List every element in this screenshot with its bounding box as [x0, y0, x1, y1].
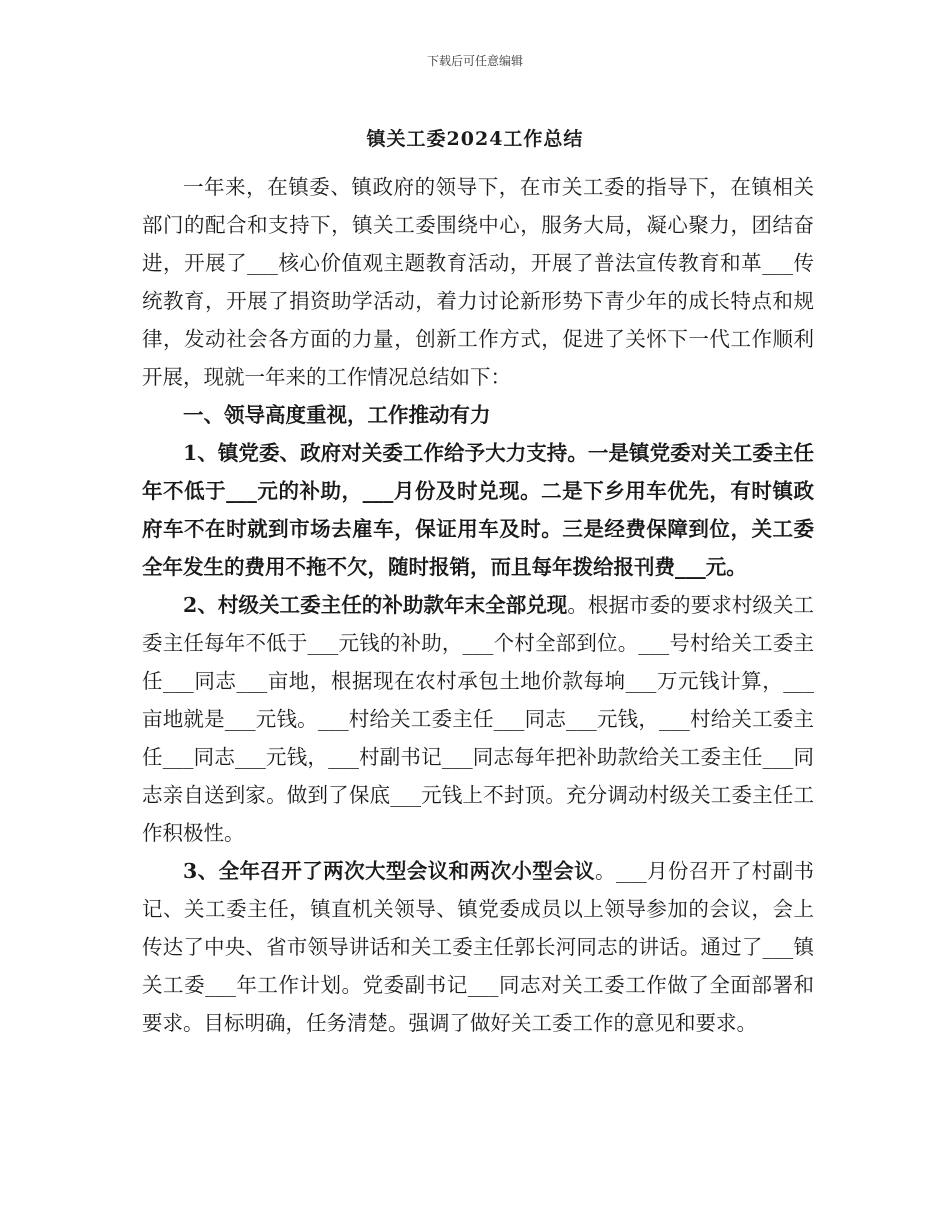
paragraph-3-lead: 3、全年召开了两次大型会议和两次小型会议 [183, 859, 596, 883]
paragraph-3 [142, 852, 814, 1042]
paragraph-2-lead: 2、村级关工委主任的补助款年末全部兑现 [183, 593, 568, 617]
paragraph-1: 1、镇党委、政府对关委工作给予大力支持。一是镇党委对关工委主任年不低于___元的补助，___月份及时兑现。二是下乡用车优先，有时镇政府车不在时就到市场去雇车，保证用车及时。三是经费保障到位，关工委全年发生的费用不拖不欠，随时报销，而且每年拨给报刊费___元。 [142, 441, 814, 579]
intro-paragraph: 一年来，在镇委、镇政府的领导下，在市关工委的指导下，在镇相关部门的配合和支持下，镇关工委围绕中心，服务大局，凝心聚力，团结奋进，开展了___核心价值观主题教育活动，开展了普法宣传教育和革___传统教育，开展了捐资助学活动，着力讨论新形势下青少年的成长特点和规律，发动社会各方面的力量，创新工作方式，促进了关怀下一代工作顺利开展，现就一年来的工作情况总结如下： [142, 175, 814, 389]
section-heading: 一、领导高度重视，工作推动有力 [183, 403, 491, 427]
page-header: 下载后可任意编辑 [426, 54, 523, 68]
paragraph-2 [142, 586, 814, 852]
document-body [142, 168, 814, 1042]
paragraph-2-body: 。根据市委的要求村级关工委主任每年不低于___元钱的补助，___个村全部到位。___号村给关工委主任___同志___亩地，根据现在农村承包土地价款每垧___万元钱计算，___亩地就是___元钱。___村给关工委主任___同志___元钱，___村给关工委主任___同志___元钱，___村副书记___同志每年把补助款给关工委主任___同志亲自送到家。做到了保底___元钱上不封顶。充分调动村级关工委主任工作积极性。 [142, 593, 815, 845]
paragraph-3-body: 。___月份召开了村副书记、关工委主任，镇直机关领导、镇党委成员以上领导参加的会议，会上传达了中央、省市领导讲话和关工委主任郭长河同志的讲话。通过了___镇关工委___年工作计划。党委副书记___同志对关工委工作做了全面部署和要求。目标明确，任务清楚。强调了做好关工委工作的意见和要求。 [142, 859, 814, 1035]
document-title: 镇关工委2024工作总结 [366, 128, 584, 150]
